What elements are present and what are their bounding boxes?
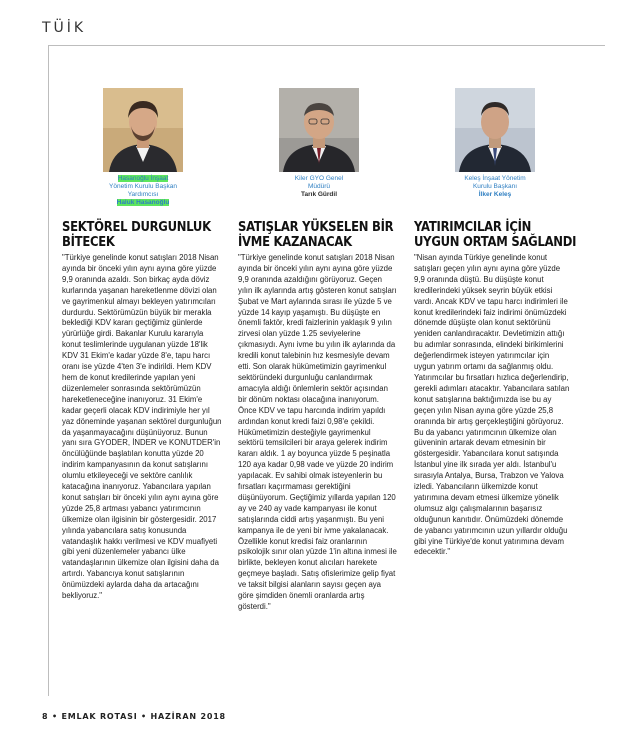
section-title: TÜİK <box>42 20 87 36</box>
caption-company: Hasanoğlu İnşaat <box>117 175 169 182</box>
portrait-photo <box>455 88 535 172</box>
photo-caption <box>62 175 224 207</box>
photo-caption <box>238 175 400 199</box>
caption-company: Keleş İnşaat Yönetim <box>464 175 526 182</box>
caption-title: Yönetim Kurulu Başkan <box>109 183 177 190</box>
caption-company: Kiler GYO Genel <box>294 175 344 182</box>
profile-ilker <box>414 88 576 199</box>
portrait-photo <box>103 88 183 172</box>
page-footer: 8 • EMLAK ROTASI • HAZİRAN 2018 <box>42 712 226 721</box>
profile-haluk <box>62 88 224 207</box>
profile-tarik <box>238 88 400 199</box>
caption-name: İlker Keleş <box>478 191 512 198</box>
article-body: "Nisan ayında Türkiye genelinde konut satışları geçen yılın aynı ayına göre yüzde 9,9 oranında düştü. Bu düşüşte konut kredilerindeki yüksek seyrin büyük etkisi vardı. Ancak KDV ve tapu harcı indirimleri ile konut kredilerindeki faiz indirimi önümüzdeki dönemde düşüşte olan konut sektörünü yeniden canlandıracaktır. Devletimizin attığı bu adımlar sonrasında, elindeki birikimlerini değerlendirmek isteyen yatırımcılar için uygun yatırım ortamı da sağlanmış oldu. Yatırımcılar bu fırsatları hızlıca değerlendirip, gerekli adımları atacaktır. Yabancılara satılan konut satışlarına baktığımızda ise bu ay geçen yılın Nisan ayına göre yüzde 25,8 oranında bir artış gerçekleştiğini görüyoruz. Bu da yabancı yatırımcının ülkemize olan güveninin artarak devam etmesinin bir göstergesidir. Yabancılara konut satışında İstanbul yine ilk sırada yer aldı. İstanbul'u sırasıyla Antalya, Bursa, Trabzon ve Yalova izledi. Yabancıların ülkemizde konut yatırımına devam etmesi ülkemize yönelik olumsuz algı çalışmalarının başarısız olduğunun kanıtıdır. Önümüzdeki dönemde de yabancı yatırımcının uzun yıllardır olduğu gibi yine Türkiye'de konut yatırımına devam edecektir." <box>414 253 570 557</box>
caption-name: Tarık Gürdil <box>301 191 337 198</box>
article-body: "Türkiye genelinde konut satışları 2018 Nisan ayında bir önceki yılın aynı ayına göre yüzde 9,9 oranında azaldı. Son birkaç ayda döviz kurlarında yaşanan hareketlenme dövizi olan ve gayrimenkul almayı bekleyen yatırımcıları durdurdu. Sektörümüzün büyük bir merakla beklediği KDV kararı geçtiğimiz günlerde yürürlüğe girdi. Bakanlar Kurulu kararıyla konut teslimlerinde uygulanan yüzde 18'lik KDV 31 Ekim'e kadar yüzde 8'e, tapu harcı oranı ise yüzde 4'ten 3'e indirildi. Hem KDV hem de konut kredilerinde yapılan yeni düzenlemeler sonrasında sektörümüzün hareketleneceğine inanıyoruz. 31 Ekim'e kadar geçerli olacak KDV indirimiyle her yıl yaz döneminde yaşanan sektörel durgunluğun da yaşanmayacağını düşünüyoruz. Bunun yanı sıra GYODER, İNDER ve KONUTDER'in öncülüğünde başlatılan konutta yüzde 20 indirim kampanyasının da konut satışlarını olumlu etkileyeceği ve sektöre canlılık katacağına inanıyoruz. Yabancılara yapılan konut satışları bir önceki yılın aynı ayına göre yüzde 25,8 artması yabancı yatırımcının ülkemize olan ilgisinin bir göstergesidir. 2017 yılında yabancılara satış konusunda vatandaşlık hakkı verilmesi ve KDV muafiyeti gibi yeni düzenlemeler yabancı ülke vatandaşlarının ülkemize olan ilgisini daha da artırdı. Yabancıya konut satışlarının önümüzdeki aylarda daha da artacağını bekliyoruz." <box>62 253 222 601</box>
portrait-photo <box>279 88 359 172</box>
caption-title: Müdürü <box>307 183 331 190</box>
caption-title: Kurulu Başkanı <box>472 183 518 190</box>
photo-caption <box>414 175 576 199</box>
headline: YATIRIMCILAR İÇİN UYGUN ORTAM SAĞLANDI <box>414 219 577 250</box>
caption-title-2: Yardımcısı <box>127 191 159 198</box>
headline: SATIŞLAR YÜKSELEN BİR İVME KAZANACAK <box>238 219 394 250</box>
article-body: "Türkiye genelinde konut satışları 2018 Nisan ayında bir önceki yılın aynı ayına göre yüzde 9,9 oranında azaldığını görüyoruz. Geçen yılın ilk aylarında artış gösteren konut satışları Şubat ve Mart aylarında sırası ile yüzde 5 ve yüzde 14 kayıp yaşamıştı. Bu düşüşte en önemli faktör, kredi faizlerinin yaklaşık 9 yılın zirvesi olan yüzde 1.25 seviyelerine çıkmasıydı. Aynı ivme bu yılın ilk aylarında da kredili konut talebinin hız kesmesiyle devam etti. Son olarak hükümetimizin gayrimenkul sektöründeki durgunluğu canlandırmak amacıyla aldığı önlemlerin sektör açısından bir dönüm noktası olacağına inanıyorum. Önce KDV ve tapu harcında indirim yapıldı ardından konut kredi faizi 0,98'e çekildi. Hükümetimizin desteğiyle gayrimenkul sektörü temsilcileri bir araya gelerek indirim kararı aldık. 1 ay boyunca yüzde 5 peşinatla 120 aya kadar 0,98 vade ve yüzde 20 indirim yapılacak. Ev sahibi olmak isteyenlerin bu fırsatları kaçırmaması gerektiğini düşünüyorum. Geçtiğimiz yıllarda yapılan 120 ay ve 240 ay vade kampanyası ile konut satışlarında ciddi artış yaşanmıştı. Bu yeni kampanya ile de yeni bir ivme yakalanacak. Özellikle konut kredisi faiz oranlarının psikolojik sınır olan yüzde 1'in altına inmesi ile birlikte, bekleyen konut alıcıları harekete geçmeye başladı. Satış ofislerimize gelip fiyat ve taksit bilgisi alanların sayısı geçen aya göre şimdiden önemli oranlarda artış gösterdi." <box>238 253 397 611</box>
headline: SEKTÖREL DURGUNLUK BİTECEK <box>62 219 211 250</box>
caption-name: Haluk Hasanoğlu <box>116 199 170 206</box>
